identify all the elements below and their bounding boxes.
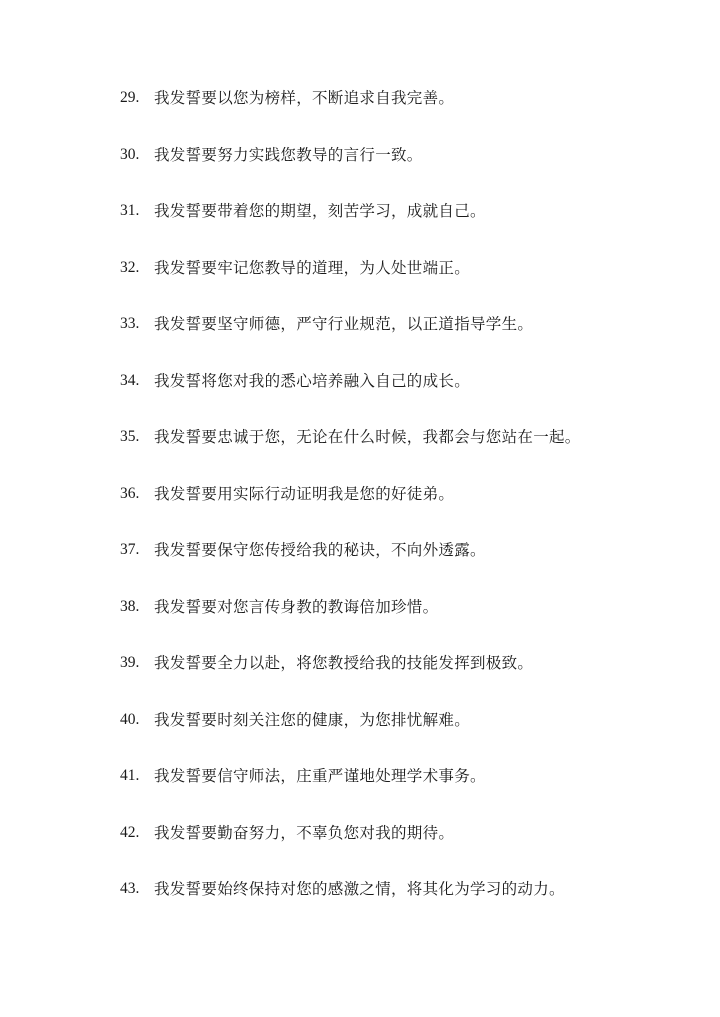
item-number: 38. bbox=[120, 597, 140, 615]
list-item bbox=[120, 482, 700, 539]
list-item bbox=[120, 708, 700, 765]
item-number: 35. bbox=[120, 428, 140, 445]
list-item bbox=[120, 877, 700, 934]
item-number: 36. bbox=[120, 484, 140, 502]
item-text: 我发誓要带着您的期望，刻苦学习，成就自己。 bbox=[154, 202, 486, 220]
list-item bbox=[120, 425, 700, 482]
item-number: 37. bbox=[120, 541, 140, 558]
item-text: 我发誓要勤奋努力，不辜负您对我的期待。 bbox=[154, 823, 455, 842]
list-item bbox=[120, 199, 700, 256]
oath-list bbox=[120, 86, 700, 934]
list-item bbox=[120, 86, 700, 143]
list-item bbox=[120, 312, 700, 369]
item-text: 我发誓要以您为榜样，不断追求自我完善。 bbox=[154, 89, 455, 107]
item-text: 我发誓要保守您传授给我的秘诀，不向外透露。 bbox=[154, 541, 486, 559]
list-item bbox=[120, 143, 700, 200]
item-text: 我发誓要时刻关注您的健康，为您排忧解难。 bbox=[154, 710, 471, 729]
item-number: 43. bbox=[120, 880, 140, 897]
item-text: 我发誓要用实际行动证明我是您的好徒弟。 bbox=[154, 484, 455, 503]
item-text: 我发誓要信守师法，庄重严谨地处理学术事务。 bbox=[154, 767, 486, 785]
item-number: 31. bbox=[120, 202, 140, 219]
item-text: 我发誓将您对我的悉心培养融入自己的成长。 bbox=[154, 371, 471, 390]
item-number: 40. bbox=[120, 710, 140, 728]
item-text: 我发誓要对您言传身教的教诲倍加珍惜。 bbox=[154, 597, 439, 616]
item-text: 我发誓要坚守师德，严守行业规范，以正道指导学生。 bbox=[154, 315, 534, 333]
list-item bbox=[120, 256, 700, 313]
item-number: 29. bbox=[120, 89, 140, 106]
list-item bbox=[120, 764, 700, 821]
list-item bbox=[120, 821, 700, 878]
item-text: 我发誓要全力以赴，将您教授给我的技能发挥到极致。 bbox=[154, 654, 534, 672]
item-text: 我发誓要努力实践您教导的言行一致。 bbox=[154, 145, 423, 164]
item-number: 39. bbox=[120, 654, 140, 671]
list-item bbox=[120, 595, 700, 652]
item-number: 33. bbox=[120, 315, 140, 332]
item-text: 我发誓要忠诚于您，无论在什么时候，我都会与您站在一起。 bbox=[154, 428, 581, 446]
item-number: 42. bbox=[120, 823, 140, 841]
item-number: 32. bbox=[120, 258, 140, 276]
item-text: 我发誓要始终保持对您的感激之情，将其化为学习的动力。 bbox=[154, 880, 565, 898]
list-item bbox=[120, 651, 700, 708]
item-number: 34. bbox=[120, 371, 140, 389]
list-item bbox=[120, 538, 700, 595]
item-text: 我发誓要牢记您教导的道理，为人处世端正。 bbox=[154, 258, 471, 277]
list-item bbox=[120, 369, 700, 426]
item-number: 30. bbox=[120, 145, 140, 163]
item-number: 41. bbox=[120, 767, 140, 784]
